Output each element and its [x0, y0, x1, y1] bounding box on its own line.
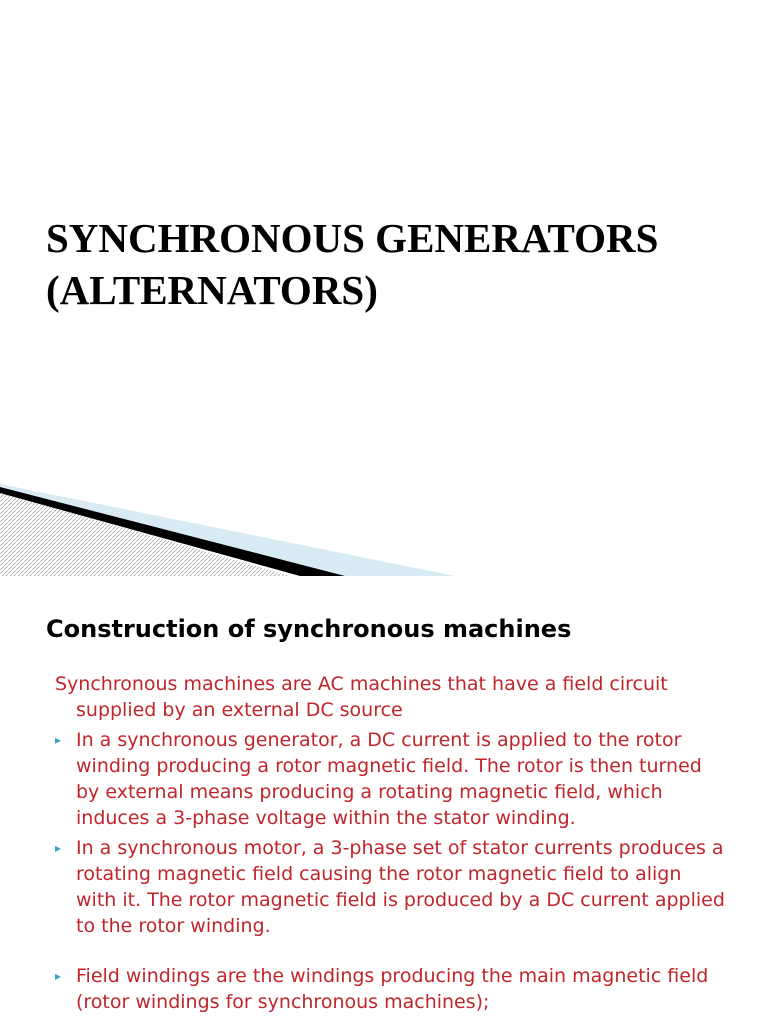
bullet-list — [55, 727, 725, 1015]
bullet-text: In a synchronous generator, a DC current is applied to the rotor winding producing a rotor magnetic field. The rotor is then turned by external means producing a rotating magnetic field, which induces a 3-phase voltage within the stator winding. — [76, 729, 702, 829]
intro-paragraph: Synchronous machines are AC machines that have a field circuit supplied by an external DC source — [55, 673, 668, 721]
bullet-arrow-icon: ▸ — [55, 733, 62, 747]
slide-heading: Construction of synchronous machines — [46, 615, 572, 643]
slide-title — [46, 212, 746, 316]
bullet-item — [55, 963, 725, 1015]
slide-title-line-1: SYNCHRONOUS GENERATORS — [46, 215, 659, 261]
slide-title-line-2: (ALTERNATORS) — [46, 267, 378, 313]
bullet-item — [55, 835, 725, 939]
bullet-arrow-icon: ▸ — [55, 841, 62, 855]
bullet-arrow-icon: ▸ — [55, 969, 62, 983]
decorative-swoosh — [0, 470, 768, 576]
content-slide — [0, 576, 768, 1024]
bullet-text: Field windings are the windings producing the main magnetic field (rotor windings for synchronous machines); — [76, 965, 709, 1013]
bullet-text: In a synchronous motor, a 3-phase set of stator currents produces a rotating magnetic field causing the rotor magnetic field to align with it. The rotor magnetic field is produced by a DC current applied to the rotor winding. — [76, 837, 725, 937]
bullet-item — [55, 727, 725, 831]
slide-body — [55, 671, 725, 1015]
